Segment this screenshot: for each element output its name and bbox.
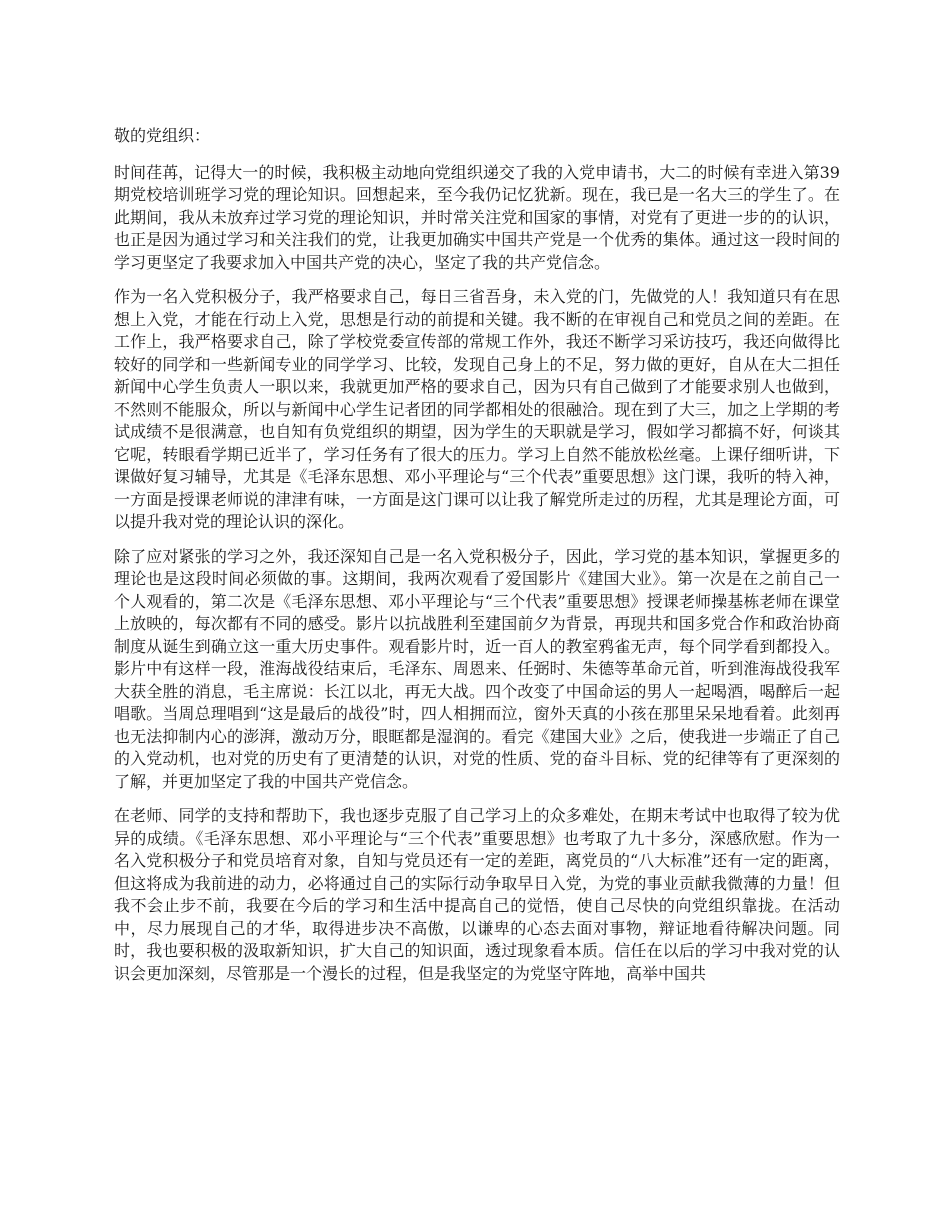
paragraph-2: 作为一名入党积极分子，我严格要求自己，每日三省吾身，未入党的门，先做党的人！我知道只有在思想上入党，才能在行动上入党，思想是行动的前提和关键。我不断的在审视自己和党员之间的差距。在工作上，我严格要求自己，除了学校党委宣传部的常规工作外，我还不断学习采访技巧，我还向做得比较好的同学和一些新闻专业的同学学习、比较，发现自己身上的不足，努力做的更好，自从在大二担任新闻中心学生负责人一职以来，我就更加严格的要求自己，因为只有自己做到了才能要求别人也做到，不然则不能服众，所以与新闻中心学生记者团的同学都相处的很融洽。现在到了大三，加之上学期的考试成绩不是很满意，也自知有负党组织的期望，因为学生的天职就是学习，假如学习都搞不好，何谈其它呢，转眼看学期已近半了，学习任务有了很大的压力。学习上自然不能放松丝毫。上课仔细听讲，下课做好复习辅导，尤其是《毛泽东思想、邓小平理论与“三个代表”重要思想》这门课，我听的特入神，一方面是授课老师说的津津有味，一方面是这门课可以让我了解党所走过的历程，尤其是理论方面，可以提升我对党的理论认识的深化。 [114,287,840,531]
paragraph-1: 时间荏苒，记得大一的时候，我积极主动地向党组织递交了我的入党申请书，大二的时候有幸进入第39期党校培训班学习党的理论知识。回想起来，至今我仍记忆犹新。现在，我已是一名大三的学生了。在此期间，我从未放弃过学习党的理论知识，并时常关注党和国家的事情，对党有了更进一步的的认识，也正是因为通过学习和关注我们的党，让我更加确实中国共产党是一个优秀的集体。通过这一段时间的学习更坚定了我要求加入中国共产党的决心，坚定了我的共产党信念。 [114,162,840,272]
paragraph-4: 在老师、同学的支持和帮助下，我也逐步克服了自己学习上的众多难处，在期末考试中也取得了较为优异的成绩。《毛泽东思想、邓小平理论与“三个代表”重要思想》也考取了九十多分，深感欣慰。作为一名入党积极分子和党员培育对象，自知与党员还有一定的差距，离党员的“八大标准”还有一定的距离，但这将成为我前进的动力，必将通过自己的实际行动争取早日入党，为党的事业贡献我微薄的力量！但我不会止步不前，我要在今后的学习和生活中提高自己的觉悟，使自己尽快的向党组织靠拢。在活动中，尽力展现自己的才华，取得进步决不高傲，以谦卑的心态去面对事物，辩证地看待解决问题。同时，我也要积极的汲取新知识，扩大自己的知识面，透过现象看本质。信任在以后的学习中我对党的认识会更加深刻，尽管那是一个漫长的过程，但是我坚定的为党坚守阵地，高举中国共 [114,806,840,983]
salutation: 敬的党组织： [114,126,211,145]
paragraph-3: 除了应对紧张的学习之外，我还深知自己是一名入党积极分子，因此，学习党的基本知识，掌握更多的理论也是这段时间必须做的事。这期间，我两次观看了爱国影片《建国大业》。第一次是在之前自己一个人观看的，第二次是《毛泽东思想、邓小平理论与“三个代表”重要思想》授课老师操基栋老师在课堂上放映的，每次都有不同的感受。影片以抗战胜利至建国前夕为背景，再现共和国多党合作和政治协商制度从诞生到确立这一重大历史事件。观看影片时，近一百人的教室鸦雀无声，每个同学看到都投入。影片中有这样一段，淮海战役结束后，毛泽东、周恩来、任弼时、朱德等革命元首，听到淮海战役我军大获全胜的消息，毛主席说：长江以北，再无大战。四个改变了中国命运的男人一起喝酒，喝醉后一起唱歌。当周总理唱到“这是最后的战役”时，四人相拥而泣，窗外天真的小孩在那里呆呆地看着。此刻再也无法抑制内心的澎湃，激动万分，眼眶都是湿润的。看完《建国大业》之后，使我进一步端正了自己的入党动机，也对党的历史有了更清楚的认识，对党的性质、党的奋斗目标、党的纪律等有了更深刻的了解，并更加坚定了我的中国共产党信念。 [114,546,840,791]
document-body [114,125,840,997]
